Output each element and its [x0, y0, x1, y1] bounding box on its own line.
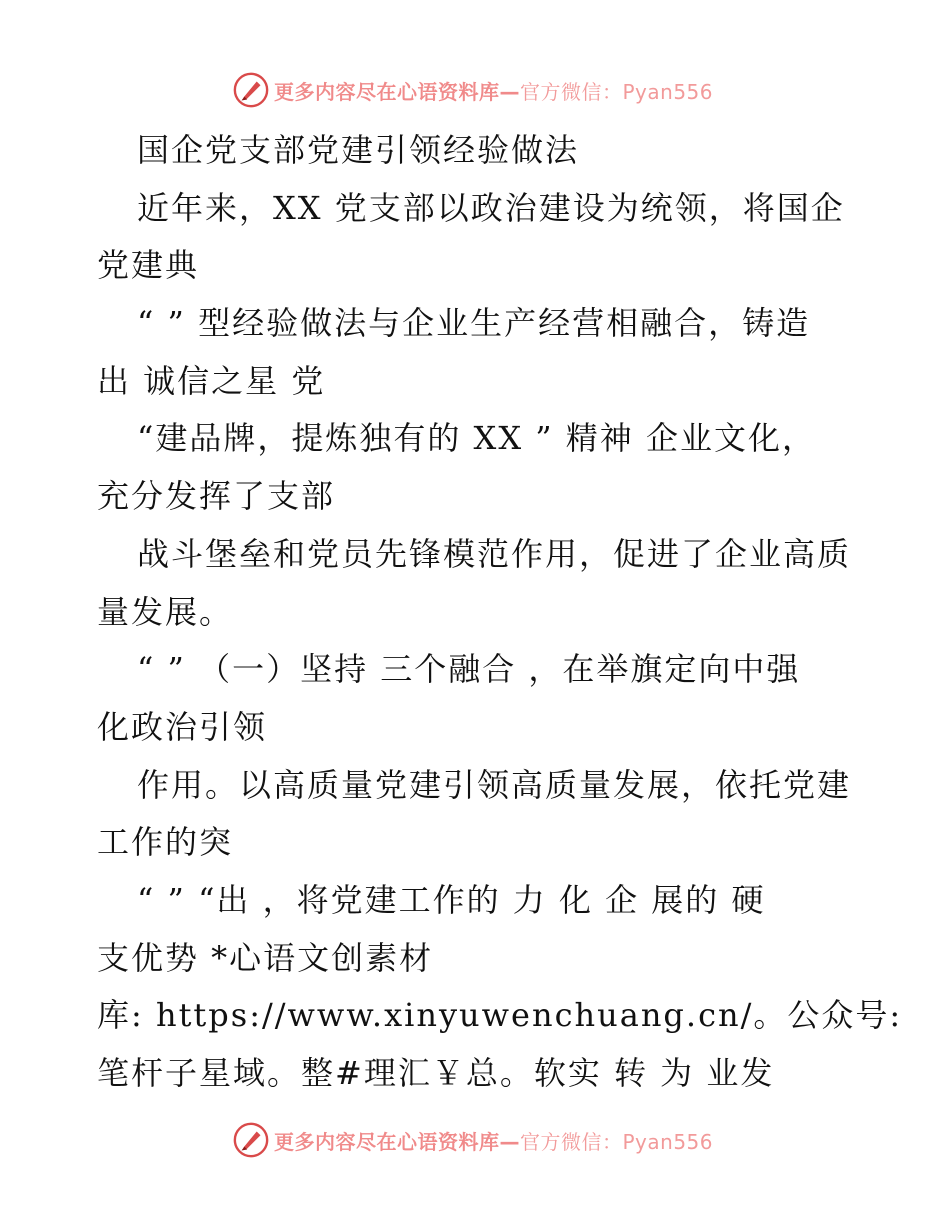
paragraph-line: “ ” 型经验做法与企业生产经营相融合，铸造	[137, 304, 811, 343]
paragraph-line: 笔杆子星域。整#理汇￥总。软实 转 为 业发	[97, 1054, 775, 1092]
watermark-wechat: 官方微信：Pyan556	[520, 79, 714, 104]
document-body	[97, 122, 903, 1103]
watermark-main-text: 更多内容尽在心语资料库—	[274, 79, 520, 104]
paragraph-line: 库: https://www.xinyuwenchuang.cn/。公众号:	[97, 996, 903, 1035]
document-title: 国企党支部党建引领经验做法	[137, 131, 580, 169]
paragraph-line: 化政治引领	[97, 707, 268, 746]
paragraph-line: “ ” （一）坚持 三个融合 ，在举旗定向中强	[137, 650, 801, 689]
pen-nib-logo-icon	[232, 71, 270, 109]
paragraph-line: 近年来，XX 党支部以政治建设为统领，将国企	[137, 188, 845, 227]
watermark-text	[274, 76, 713, 105]
watermark-banner-bottom	[232, 1120, 713, 1160]
paragraph-line: 工作的突	[97, 823, 234, 862]
watermark-wechat: 官方微信：Pyan556	[520, 1129, 714, 1154]
watermark-banner-top	[232, 70, 713, 110]
paragraph-line: 党建典	[97, 246, 200, 285]
paragraph-line: 充分发挥了支部	[97, 477, 336, 516]
paragraph-line: 出 诚信之星 党	[97, 361, 326, 400]
paragraph-line: “ ” “出 ，将党建工作的 力 化 企 展的 硬	[137, 880, 766, 919]
watermark-text	[274, 1126, 713, 1155]
watermark-main-text: 更多内容尽在心语资料库—	[274, 1129, 520, 1154]
paragraph-line: 量发展。	[97, 592, 234, 631]
paragraph-line: “建品牌，提炼独有的 XX ” 精神 企业文化，	[137, 419, 816, 458]
pen-nib-logo-icon	[232, 1121, 270, 1159]
paragraph-line: 作用。以高质量党建引领高质量发展，依托党建	[137, 765, 852, 804]
paragraph-line: 支优势 *心语文创素材	[97, 938, 434, 977]
paragraph-line: 战斗堡垒和党员先锋模范作用，促进了企业高质	[137, 534, 852, 573]
